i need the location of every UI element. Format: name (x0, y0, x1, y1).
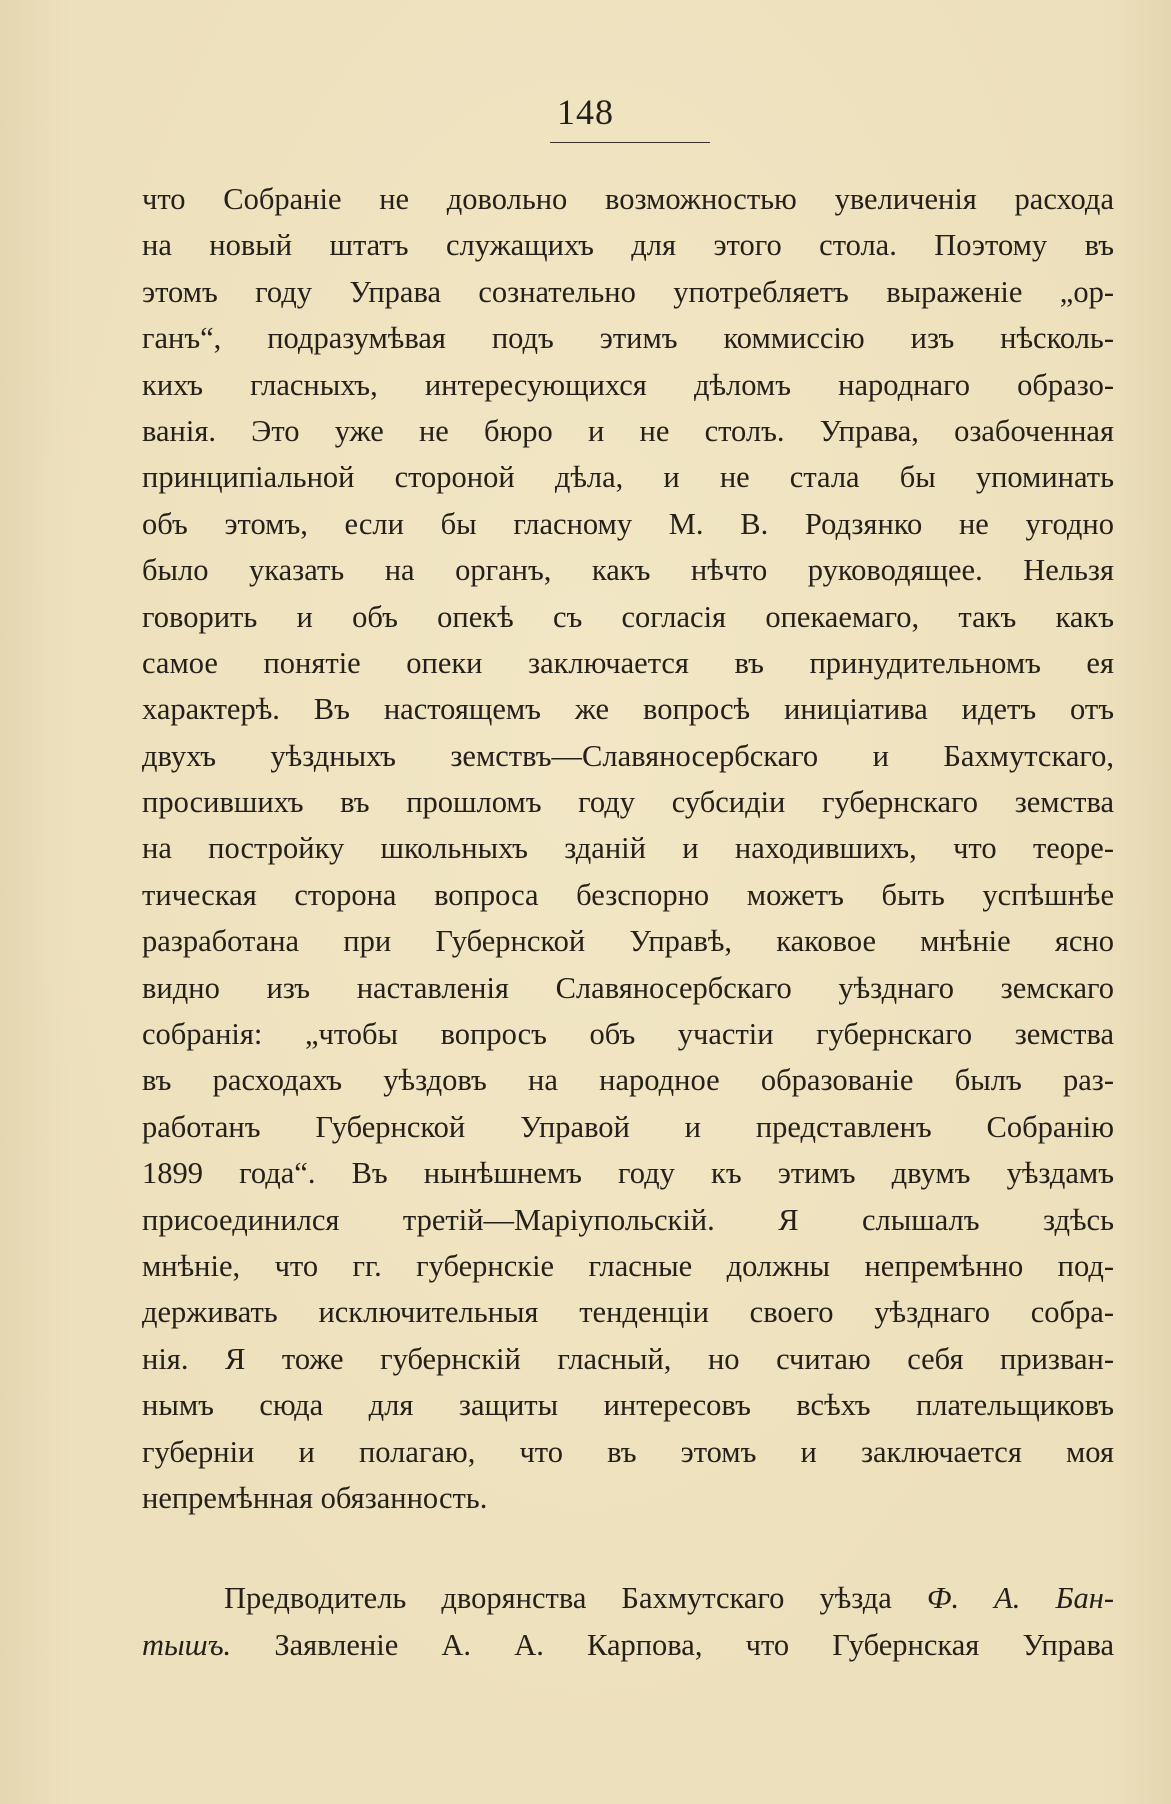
paragraph-2-continuation: Заявленіе А. А. Карпова, что Губернская Управа (231, 1627, 1114, 1662)
text-line: что Собраніе не довольно возможностью увеличенія расхода (142, 182, 1114, 216)
text-line: 1899 года“. Въ нынѣшнемъ году къ этимъ двумъ уѣздамъ (142, 1156, 1114, 1191)
text-line: говорить и объ опекѣ съ согласія опекаемаго, такъ какъ (142, 599, 1114, 634)
text-line: собранія: „чтобы вопросъ объ участіи губернскаго земства (142, 1017, 1114, 1052)
text-line: этомъ году Управа сознательно употребляетъ выраженіе „ор- (142, 274, 1114, 309)
text-line: ванія. Это уже не бюро и не столъ. Управа, озабоченная (142, 413, 1114, 448)
text-line: работанъ Губернской Управой и представленъ Собранію (142, 1109, 1114, 1144)
text-line: нія. Я тоже губернскій гласный, но считаю себя призван- (142, 1341, 1114, 1376)
paragraph-2-intro: Предводитель дворянства Бахмутскаго уѣзда (224, 1581, 927, 1616)
text-line: въ расходахъ уѣздовъ на народное образованіе былъ раз- (142, 1063, 1114, 1098)
text-line-final: непремѣнная обязанность. (142, 1480, 488, 1515)
header-rule (550, 142, 710, 143)
text-line: принципіальной стороной дѣла, и не стала бы упоминать (142, 460, 1114, 495)
text-line: просившихъ въ прошломъ году субсидіи губернскаго земства (142, 785, 1114, 820)
text-line: на новый штатъ служащихъ для этого стола. Поэтому въ (142, 228, 1114, 263)
page-number: 148 (557, 92, 614, 132)
speaker-name-part-1: Ф. А. Бан- (926, 1581, 1114, 1616)
text-line (142, 1575, 1114, 1621)
text-line: присоединился третій—Маріупольскій. Я слышалъ здѣсь (142, 1202, 1114, 1237)
text-line: было указать на органъ, какъ нѣчто руководящее. Нельзя (142, 553, 1114, 588)
text-line: видно изъ наставленія Славяносербскаго уѣзднаго земскаго (142, 970, 1114, 1005)
text-line: двухъ уѣздныхъ земствъ—Славяносербскаго и Бахмутскаго, (142, 738, 1114, 773)
text-line: держивать исключительныя тенденціи своего уѣзднаго собра- (142, 1295, 1114, 1330)
text-line: характерѣ. Въ настоящемъ же вопросѣ иниціатива идетъ отъ (142, 692, 1114, 727)
text-line: кихъ гласныхъ, интересующихся дѣломъ народнаго образо- (142, 367, 1114, 402)
text-line: губерніи и полагаю, что въ этомъ и заключается моя (142, 1434, 1114, 1469)
paragraph-1 (142, 176, 1114, 1521)
text-line: нымъ сюда для защиты интересовъ всѣхъ плательщиковъ (142, 1388, 1114, 1423)
paragraph-gap (142, 1521, 1114, 1575)
paragraph-2 (142, 1575, 1114, 1668)
text-line (142, 1622, 1114, 1668)
text-line: ганъ“, подразумѣвая подъ этимъ коммиссію изъ нѣсколь- (142, 321, 1114, 356)
speaker-name-part-2: тышъ. (142, 1627, 232, 1662)
text-line: разработана при Губернской Управѣ, каковое мнѣніе ясно (142, 924, 1114, 959)
text-line: объ этомъ, если бы гласному М. В. Родзянко не угодно (142, 506, 1114, 541)
text-line: мнѣніе, что гг. губернскіе гласные должны непремѣнно под- (142, 1248, 1114, 1283)
text-line: самое понятіе опеки заключается въ принудительномъ ея (142, 645, 1114, 680)
text-line: на постройку школьныхъ зданій и находившихъ, что теоре- (142, 831, 1114, 866)
text-line: тическая сторона вопроса безспорно можетъ быть успѣшнѣе (142, 877, 1114, 912)
body-text (142, 176, 1114, 1668)
